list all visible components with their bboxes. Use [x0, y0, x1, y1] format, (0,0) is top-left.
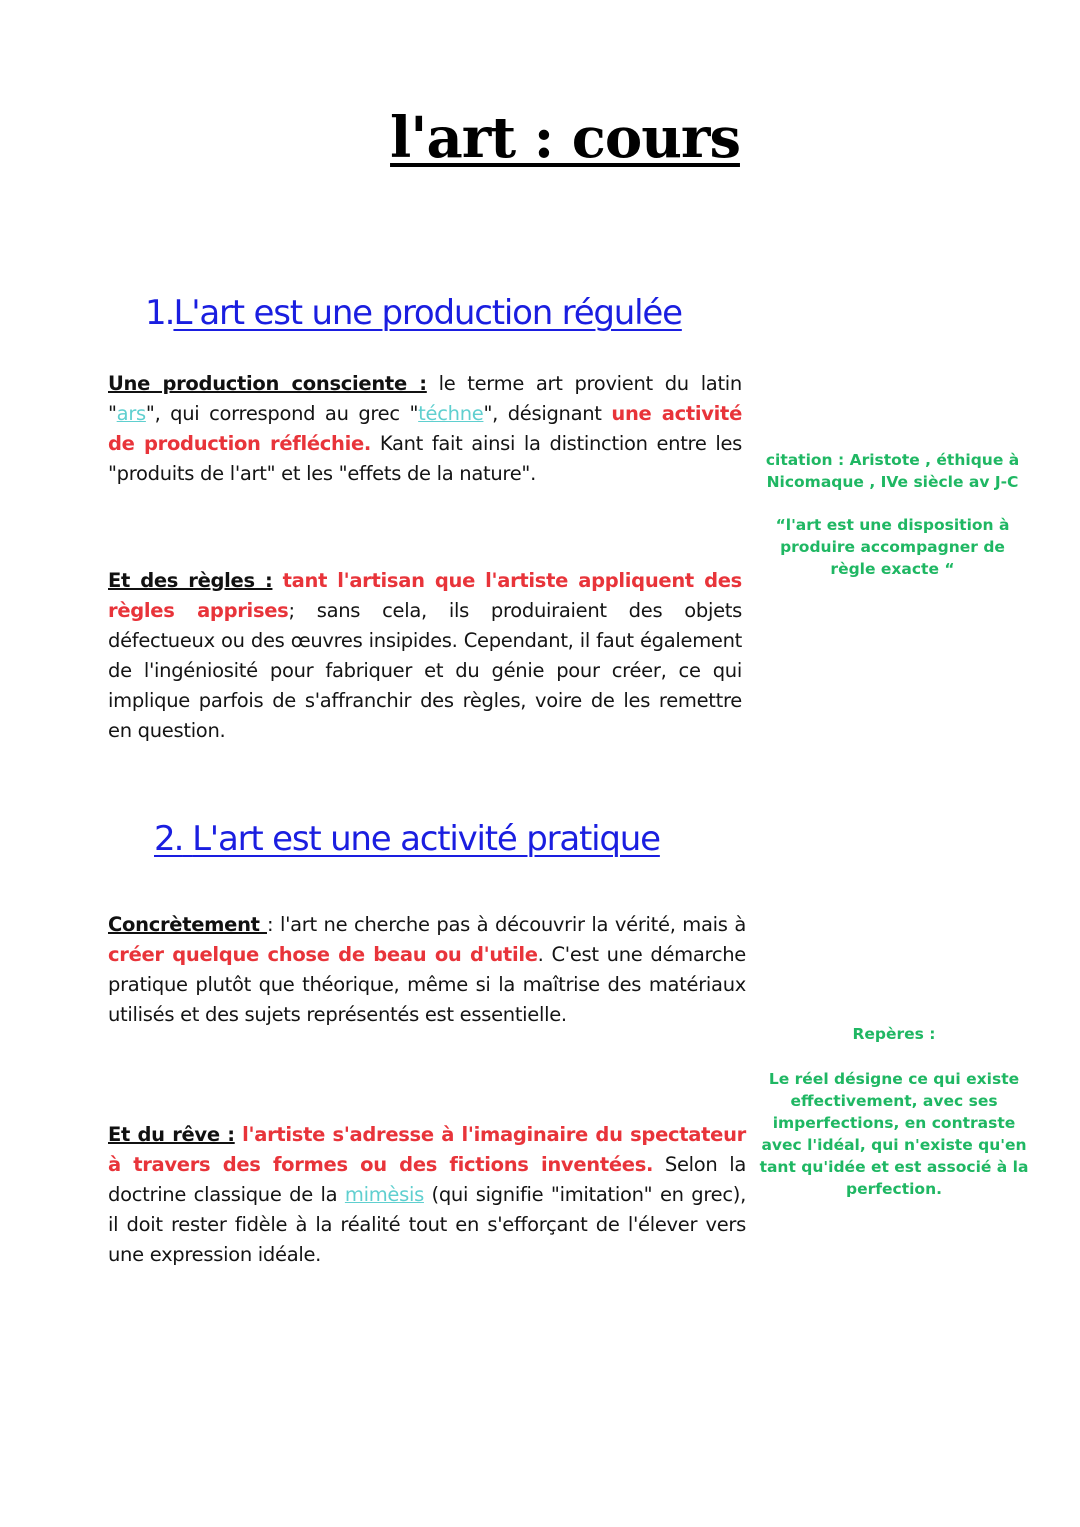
paragraph-regles: [108, 566, 742, 746]
paragraph-concretement: [108, 910, 746, 1030]
highlight-text: une activité de production réfléchie.: [108, 402, 742, 455]
term-ars: ars: [116, 402, 146, 425]
page-title: [0, 98, 1080, 178]
side-note-citation: [755, 449, 1030, 580]
paragraph-text: Selon la doctrine classique de la: [108, 1153, 746, 1206]
section-title: [182, 819, 659, 859]
term-mimesis: mimèsis: [344, 1183, 424, 1206]
section-number: 2.: [154, 819, 183, 859]
highlight-text: l'artiste s'adresse à l'imaginaire du spectateur à travers des formes ou des fictions inventées.: [108, 1123, 746, 1176]
side-note-reperes: [758, 1023, 1030, 1200]
paragraph-lead: Concrètement: [108, 913, 267, 936]
citation-source: citation : Aristote , éthique à Nicomaque , IVe siècle av J-C: [765, 451, 1020, 491]
section-heading-1: [145, 288, 682, 338]
citation-quote: “l'art est une disposition à produire accompagner de règle exacte “: [775, 516, 1010, 578]
section-number: 1.: [145, 293, 174, 333]
paragraph-lead: Une production consciente :: [108, 372, 427, 395]
paragraph-text: (qui signifie "imitation" en grec), il doit rester fidèle à la réalité tout en s'efforçant de l'élever vers une expression idéale.: [108, 1183, 747, 1266]
paragraph-text: : l'art ne cherche pas à découvrir la vérité, mais à: [266, 913, 746, 936]
highlight-text: tant l'artisan que l'artiste appliquent des règles apprises: [108, 569, 742, 622]
paragraph-reve: [108, 1120, 746, 1270]
paragraph-text: ", désignant: [483, 402, 612, 425]
paragraph-lead: Et des règles :: [108, 569, 273, 592]
term-techne: téchne: [418, 402, 484, 425]
paragraph-text: ; sans cela, ils produiraient des objets défectueux ou des œuvres insipides. Cependant, il faut également de l'ingéniosité pour fabriquer et du génie pour créer, ce qui implique parfois de s'affranchir des règles, voire de les remettre en question.: [108, 599, 743, 742]
section-heading-2: [154, 814, 660, 864]
paragraph-text: Kant fait ainsi la distinction entre les "produits de l'art" et les "effets de la nature".: [108, 432, 743, 485]
paragraph-lead: Et du rêve :: [108, 1123, 235, 1146]
highlight-text: créer quelque chose de beau ou d'utile: [108, 943, 538, 966]
page-title-text: l'art : cours: [390, 105, 740, 171]
reperes-title: Repères :: [852, 1025, 936, 1043]
paragraph-text: ", qui correspond au grec ": [145, 402, 419, 425]
section-title-text: L'art est une activité pratique: [192, 819, 660, 859]
paragraph-text: le terme art provient du latin ": [108, 372, 742, 425]
paragraph-text: . C'est une démarche pratique plutôt que théorique, même si la maîtrise des matériaux utilisés et des sujets représentés est essentielle.: [108, 943, 746, 1026]
reperes-body: Le réel désigne ce qui existe effectivement, avec ses imperfections, en contraste avec l'idéal, qui n'existe qu'en tant qu'idée et est associé à la perfection.: [759, 1070, 1029, 1198]
paragraph-production-consciente: [108, 369, 742, 489]
section-title: L'art est une production régulée: [173, 293, 682, 333]
